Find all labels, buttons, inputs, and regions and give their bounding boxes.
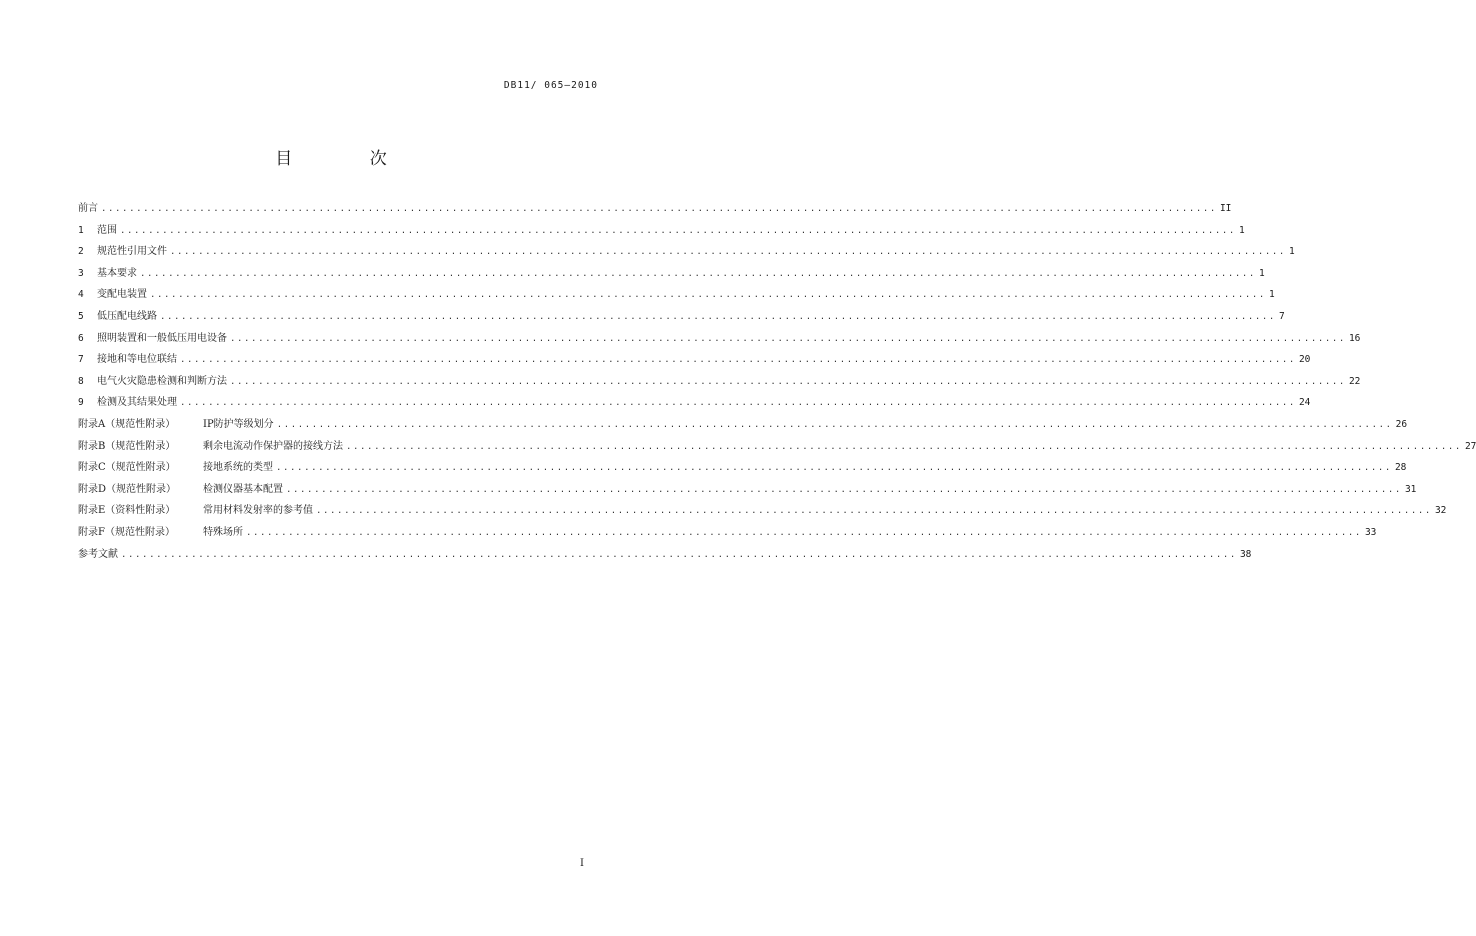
toc-entry-label-group	[78, 458, 273, 473]
toc-appendix-ref: 附录E（资料性附录）	[78, 505, 176, 517]
toc-entry-label-group	[78, 264, 137, 279]
toc-page-number: 1	[1288, 246, 1295, 258]
toc-entry-section-7[interactable]	[78, 350, 1311, 372]
toc-entry-label-group	[78, 307, 157, 322]
toc-entry-appendix-b[interactable]	[78, 437, 1476, 459]
toc-entry-label-group	[78, 393, 177, 408]
toc-leader-dots: ...............................................................................................................................................................	[230, 333, 1346, 344]
table-of-contents	[78, 199, 1476, 566]
toc-leader-dots: ...............................................................................................................................................................	[121, 549, 1237, 560]
toc-entry-label-group	[78, 329, 227, 344]
toc-page-number: II	[1219, 203, 1232, 214]
toc-leader-dots: ...............................................................................................................................................................	[246, 527, 1362, 538]
toc-page-number: 32	[1434, 505, 1447, 517]
toc-leader-dots: ...............................................................................................................................................................	[180, 398, 1296, 409]
toc-leader-dots: ...............................................................................................................................................................	[286, 484, 1402, 495]
toc-entry-section-3[interactable]	[78, 264, 1265, 286]
toc-entry-appendix-d[interactable]	[78, 480, 1417, 502]
toc-entry-label: 特殊场所	[203, 526, 243, 538]
toc-page-number: 22	[1348, 375, 1361, 387]
toc-leader-dots: ...............................................................................................................................................................	[276, 463, 1392, 474]
toc-page-number: 31	[1404, 483, 1417, 495]
toc-entry-appendix-c[interactable]	[78, 458, 1407, 480]
toc-entry-label-group	[78, 242, 167, 257]
toc-leader-dots: ...............................................................................................................................................................	[276, 419, 1393, 430]
toc-leader-dots: ...............................................................................................................................................................	[316, 506, 1432, 517]
toc-entry-label: 基本要求	[97, 267, 137, 279]
toc-entry-section-9[interactable]	[78, 393, 1311, 415]
toc-entry-label: 检测仪器基本配置	[203, 483, 283, 495]
toc-entry-appendix-f[interactable]	[78, 523, 1377, 545]
toc-page-number: 7	[1278, 310, 1285, 322]
toc-page-number: 27	[1464, 440, 1476, 452]
toc-entry-label-group	[78, 523, 243, 538]
toc-page-number: 33	[1364, 526, 1377, 538]
toc-entry-label-group	[78, 221, 117, 236]
toc-leader-dots: ...............................................................................................................................................................	[170, 247, 1286, 258]
toc-section-number: 8	[78, 375, 84, 387]
toc-entry-label-group	[78, 501, 313, 516]
toc-entry-section-6[interactable]	[78, 329, 1361, 351]
toc-entry-section-5[interactable]	[78, 307, 1285, 329]
toc-entry-label: 检测及其结果处理	[97, 397, 177, 409]
toc-entry-label: 低压配电线路	[97, 310, 157, 322]
toc-page-number: 16	[1348, 332, 1361, 344]
toc-title: 目 次	[275, 149, 423, 169]
toc-section-number: 3	[78, 267, 84, 279]
toc-leader-dots: ...............................................................................................................................................................	[150, 290, 1266, 301]
toc-leader-dots: ...............................................................................................................................................................	[230, 376, 1346, 387]
toc-section-number: 1	[78, 224, 84, 236]
toc-entry-label: 接地系统的类型	[203, 462, 273, 474]
toc-entry-label: 前言	[78, 203, 98, 214]
toc-entry-label: 常用材料发射率的参考值	[203, 505, 313, 517]
toc-page-number: 1	[1238, 224, 1245, 236]
toc-section-number: 7	[78, 354, 84, 366]
toc-entry-section-2[interactable]	[78, 242, 1295, 264]
toc-entry-label-group	[78, 372, 227, 387]
toc-entry-label: IP防护等级划分	[203, 418, 274, 430]
toc-entry-appendix-a[interactable]	[78, 415, 1408, 437]
toc-appendix-ref: 附录D（规范性附录）	[78, 483, 177, 495]
toc-leader-dots: ...............................................................................................................................................................	[140, 268, 1256, 279]
toc-entry-label: 变配电装置	[97, 289, 147, 301]
toc-page-number: 28	[1394, 462, 1407, 474]
toc-entry-label: 范围	[97, 224, 117, 236]
page-number: I	[580, 858, 584, 869]
toc-appendix-ref: 附录F（规范性附录）	[78, 526, 175, 538]
toc-entry-label-group	[78, 285, 147, 300]
toc-page-number: 38	[1239, 548, 1252, 560]
document-code: DB11/ 065—2010	[503, 80, 598, 91]
toc-entry-preface[interactable]	[78, 199, 1232, 221]
toc-section-number: 6	[78, 332, 84, 344]
toc-leader-dots: ...............................................................................................................................................................	[346, 441, 1462, 452]
toc-leader-dots: ...............................................................................................................................................................	[101, 204, 1217, 214]
toc-leader-dots: ...............................................................................................................................................................	[160, 311, 1276, 322]
toc-entry-section-8[interactable]	[78, 372, 1361, 394]
toc-leader-dots: ...............................................................................................................................................................	[180, 355, 1296, 366]
toc-entry-label: 规范性引用文件	[97, 246, 167, 258]
toc-entry-label-group	[78, 415, 274, 430]
toc-entry-label-group	[78, 350, 177, 365]
toc-appendix-ref: 附录C（规范性附录）	[78, 462, 176, 474]
toc-page-number: 1	[1268, 289, 1275, 301]
toc-entry-section-1[interactable]	[78, 221, 1245, 243]
toc-section-number: 5	[78, 310, 84, 322]
toc-section-number: 4	[78, 289, 84, 301]
toc-entry-label: 照明装置和一般低压用电设备	[97, 332, 227, 344]
toc-entry-appendix-e[interactable]	[78, 501, 1447, 523]
toc-entry-label: 电气火灾隐患检测和判断方法	[97, 375, 227, 387]
toc-page-number: 26	[1395, 418, 1408, 430]
toc-section-number: 9	[78, 397, 84, 409]
toc-entry-label: 接地和等电位联结	[97, 354, 177, 366]
toc-page-number: 24	[1298, 397, 1311, 409]
toc-entry-label-group	[78, 480, 283, 495]
toc-entry-section-4[interactable]	[78, 285, 1275, 307]
toc-entry-label: 剩余电流动作保护器的接线方法	[203, 440, 343, 452]
toc-page-number: 1	[1258, 267, 1265, 279]
toc-appendix-ref: 附录B（规范性附录）	[78, 440, 176, 452]
toc-entry-label-group	[78, 437, 343, 452]
toc-page-number: 20	[1298, 354, 1311, 366]
toc-leader-dots: ...............................................................................................................................................................	[120, 225, 1236, 236]
toc-section-number: 2	[78, 246, 84, 258]
toc-entry-references[interactable]	[78, 545, 1252, 567]
toc-appendix-ref: 附录A（规范性附录）	[78, 418, 176, 430]
toc-entry-label: 参考文献	[78, 548, 118, 560]
